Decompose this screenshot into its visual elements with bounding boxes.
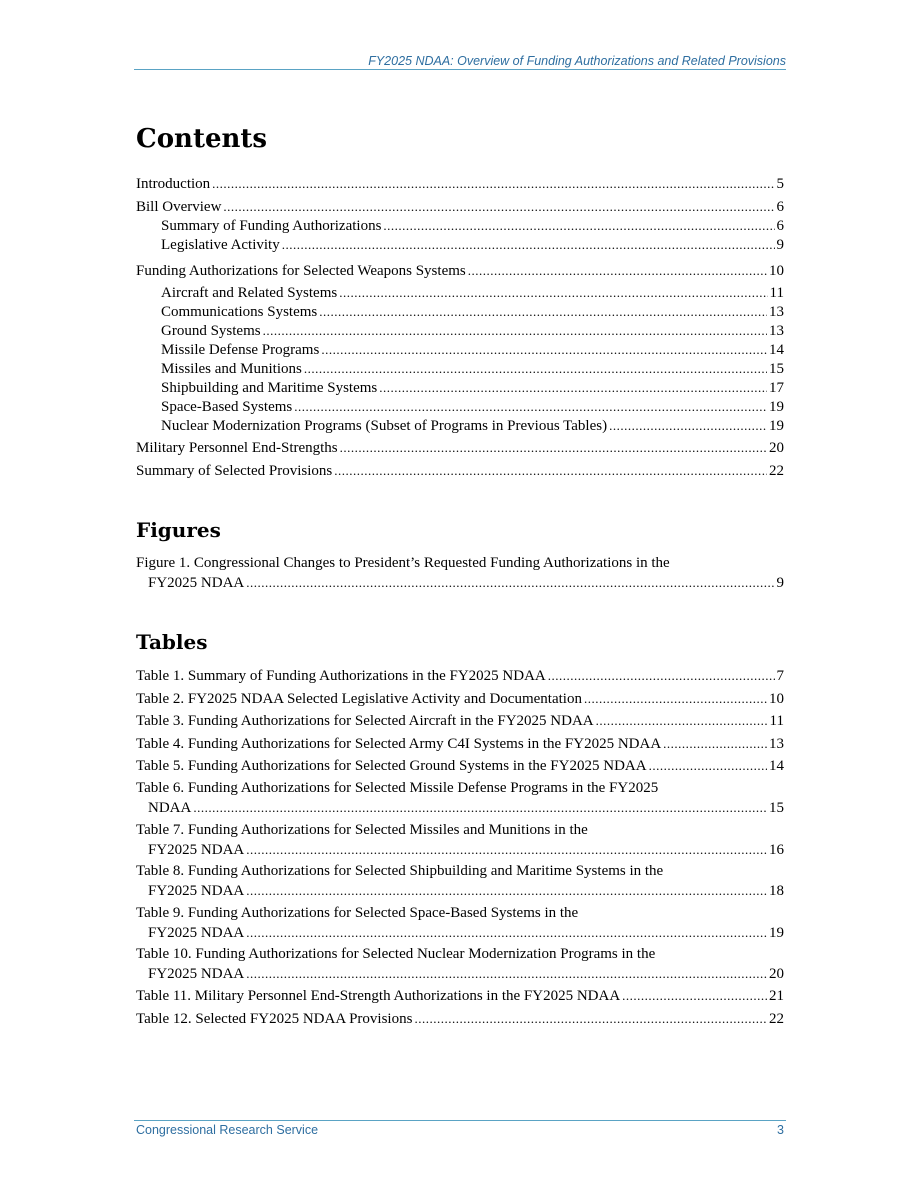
toc-page-number: 10 bbox=[769, 691, 784, 707]
toc-entry-missiles-munitions[interactable]: Missiles and Munitions ..... 15 bbox=[136, 359, 784, 378]
table-entry-2[interactable]: Table 2. FY2025 NDAA Selected Legislative Activity and Documentation ..... 10 bbox=[136, 689, 784, 708]
toc-page-number: 21 bbox=[769, 988, 784, 1004]
toc-entry-ground-systems[interactable]: Ground Systems ..... 13 bbox=[136, 321, 784, 340]
table-entry-6[interactable]: Table 6. Funding Authorizations for Selected Missile Defense Programs in the FY2025 NDAA ..... 15 bbox=[136, 779, 784, 817]
toc-entry-nuclear-modernization[interactable]: Nuclear Modernization Programs (Subset of Programs in Previous Tables) ..... 19 bbox=[136, 416, 784, 435]
toc-page-number: 11 bbox=[769, 713, 784, 729]
table-entry-9[interactable]: Table 9. Funding Authorizations for Selected Space-Based Systems in the FY2025 NDAA ..... 19 bbox=[136, 904, 784, 942]
toc-entry-end-strengths[interactable]: Military Personnel End-Strengths ..... 20 bbox=[136, 438, 784, 457]
footer-page-number: 3 bbox=[777, 1123, 784, 1137]
toc-page-number: 6 bbox=[776, 199, 784, 215]
tables-title: Tables bbox=[136, 630, 208, 654]
table-entry-5[interactable]: Table 5. Funding Authorizations for Selected Ground Systems in the FY2025 NDAA ..... 14 bbox=[136, 756, 784, 775]
toc-page-number: 17 bbox=[769, 380, 784, 396]
toc-page-number: 20 bbox=[769, 440, 784, 456]
toc-entry-aircraft[interactable]: Aircraft and Related Systems ..... 11 bbox=[136, 283, 784, 302]
toc-entry-bill-overview[interactable]: Bill Overview ..... 6 bbox=[136, 197, 784, 216]
table-entry-12[interactable]: Table 12. Selected FY2025 NDAA Provisions ..... 22 bbox=[136, 1009, 784, 1028]
toc-page-number: 22 bbox=[769, 1011, 784, 1027]
toc-page-number: 13 bbox=[769, 304, 784, 320]
table-entry-7[interactable]: Table 7. Funding Authorizations for Selected Missiles and Munitions in the FY2025 NDAA ..... 16 bbox=[136, 821, 784, 859]
running-header: FY2025 NDAA: Overview of Funding Authorizations and Related Provisions bbox=[368, 54, 786, 68]
toc-entry-shipbuilding[interactable]: Shipbuilding and Maritime Systems ..... 17 bbox=[136, 378, 784, 397]
footer-rule bbox=[134, 1120, 786, 1121]
contents-title: Contents bbox=[136, 124, 268, 154]
table-entry-10[interactable]: Table 10. Funding Authorizations for Selected Nuclear Modernization Programs in the FY2025 NDAA ..... 20 bbox=[136, 945, 784, 983]
toc-page-number: 9 bbox=[776, 237, 784, 253]
figures-list bbox=[136, 554, 784, 592]
table-entry-11[interactable]: Table 11. Military Personnel End-Strength Authorizations in the FY2025 NDAA ..... 21 bbox=[136, 986, 784, 1005]
toc-page-number: 5 bbox=[776, 176, 784, 192]
toc-page-number: 19 bbox=[769, 399, 784, 415]
table-entry-3[interactable]: Table 3. Funding Authorizations for Selected Aircraft in the FY2025 NDAA ..... 11 bbox=[136, 711, 784, 730]
toc-page-number: 13 bbox=[769, 736, 784, 752]
toc-entry-missile-defense[interactable]: Missile Defense Programs ..... 14 bbox=[136, 340, 784, 359]
header-rule bbox=[134, 69, 786, 70]
toc-page-number: 22 bbox=[769, 463, 784, 479]
toc-page-number: 15 bbox=[769, 361, 784, 377]
toc-page-number: 15 bbox=[769, 800, 784, 816]
toc-page-number: 14 bbox=[769, 758, 784, 774]
toc-page-number: 20 bbox=[769, 966, 784, 982]
toc-page-number: 18 bbox=[769, 883, 784, 899]
toc-entry-legislative-activity[interactable]: Legislative Activity ..... 9 bbox=[136, 235, 784, 254]
toc-page-number: 19 bbox=[769, 925, 784, 941]
toc-entry-space-based[interactable]: Space-Based Systems ..... 19 bbox=[136, 397, 784, 416]
toc-page-number: 19 bbox=[769, 418, 784, 434]
table-entry-8[interactable]: Table 8. Funding Authorizations for Selected Shipbuilding and Maritime Systems in the FY2025 NDAA ..... 18 bbox=[136, 862, 784, 900]
toc-entry-communications[interactable]: Communications Systems ..... 13 bbox=[136, 302, 784, 321]
toc-page-number: 16 bbox=[769, 842, 784, 858]
toc-entry-introduction[interactable]: Introduction ..... 5 bbox=[136, 174, 784, 193]
toc-page-number: 6 bbox=[776, 218, 784, 234]
figures-title: Figures bbox=[136, 518, 221, 542]
toc-entry-weapons-systems[interactable]: Funding Authorizations for Selected Weapons Systems ..... 10 bbox=[136, 261, 784, 280]
toc-page-number: 10 bbox=[769, 263, 784, 279]
table-entry-4[interactable]: Table 4. Funding Authorizations for Selected Army C4I Systems in the FY2025 NDAA ..... 13 bbox=[136, 734, 784, 753]
toc-page-number: 14 bbox=[769, 342, 784, 358]
toc-page-number: 7 bbox=[776, 668, 784, 684]
toc-page-number: 9 bbox=[776, 575, 784, 591]
table-entry-1[interactable]: Table 1. Summary of Funding Authorizations in the FY2025 NDAA ..... 7 bbox=[136, 666, 784, 685]
toc-entry-selected-provisions[interactable]: Summary of Selected Provisions ..... 22 bbox=[136, 461, 784, 480]
footer-organization: Congressional Research Service bbox=[136, 1123, 319, 1137]
toc-page-number: 13 bbox=[769, 323, 784, 339]
toc-page-number: 11 bbox=[769, 285, 784, 301]
contents-list bbox=[136, 174, 784, 193]
figure-entry-1[interactable]: Figure 1. Congressional Changes to President’s Requested Funding Authorizations in the FY2025 NDAA ..... 9 bbox=[136, 554, 784, 592]
toc-entry-summary-of-funding-authorizations[interactable]: Summary of Funding Authorizations ..... 6 bbox=[136, 216, 784, 235]
